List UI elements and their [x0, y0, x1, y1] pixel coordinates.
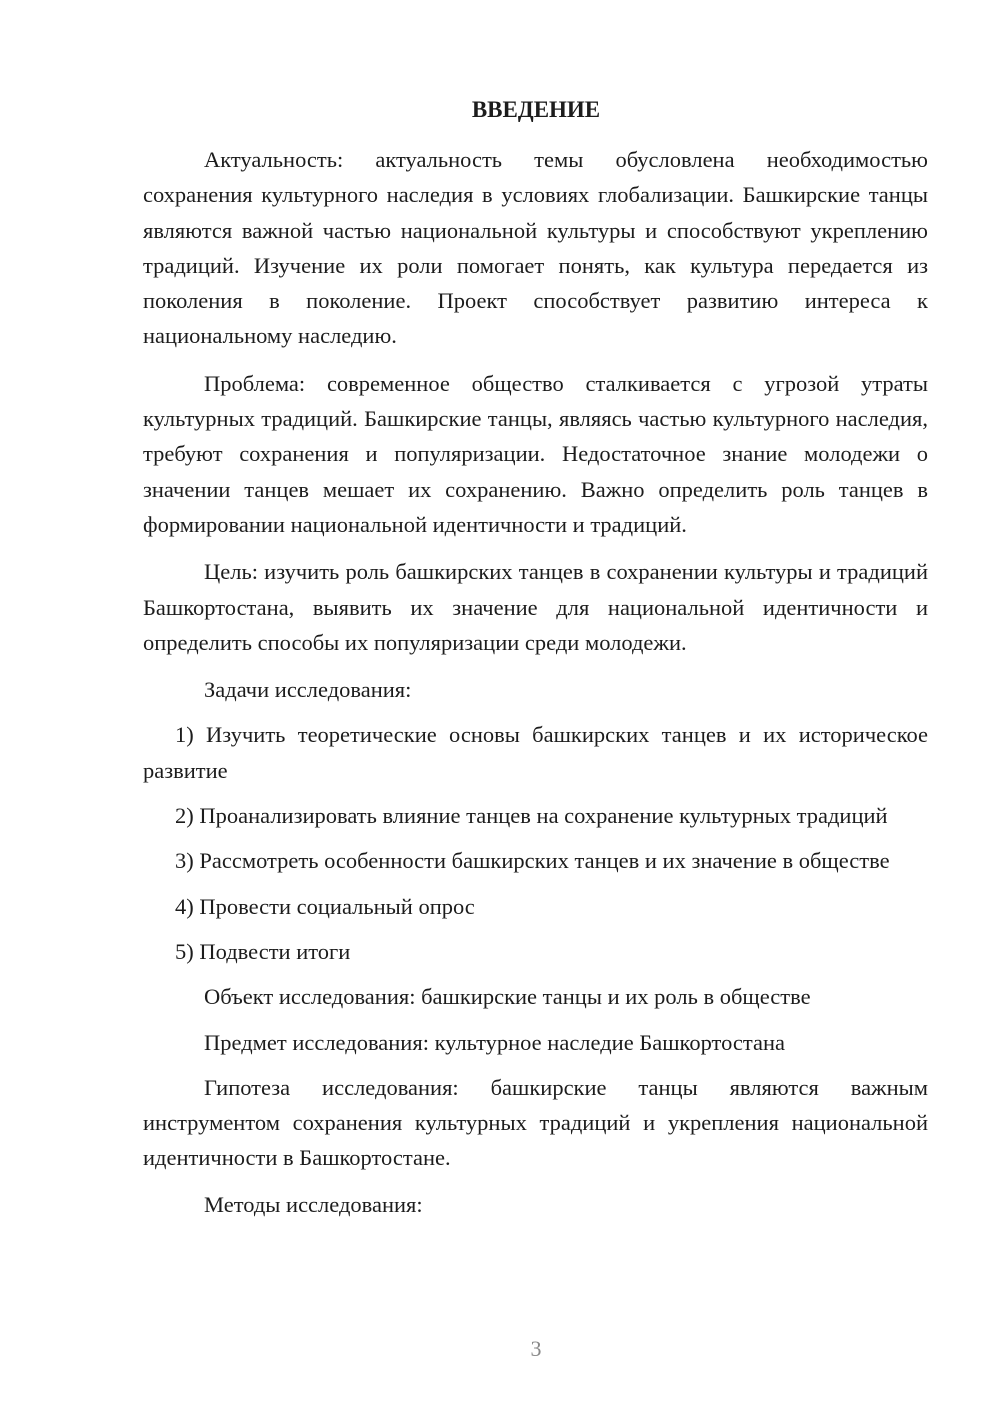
tasks-heading: Задачи исследования: [204, 677, 412, 703]
problem-paragraph: Проблема: современное общество сталкивается с угрозой утраты культурных традиций. Башкирские танцы, являясь частью культурного наследия, требуют сохранения и популяризации. Недостаточное знание молодежи о значении танцев мешает их сохранению. Важно определить роль танцев в формировании национальной идентичности и традиций. [143, 370, 928, 537]
task-item: 4) Провести социальный опрос [175, 893, 475, 919]
subject-paragraph: Предмет исследования: культурное наследие Башкортостана [204, 1029, 786, 1055]
task-item: 2) Проанализировать влияние танцев на сохранение культурных традиций [175, 803, 888, 829]
task-item: 3) Рассмотреть особенности башкирских танцев и их значение в обществе [175, 848, 890, 874]
object-paragraph: Объект исследования: башкирские танцы и их роль в обществе [204, 984, 811, 1010]
hypothesis-paragraph: Гипотеза исследования: башкирские танцы являются важным инструментом сохранения культурных традиций и укрепления национальной идентичности в Башкортостане. [143, 1074, 928, 1171]
document-body [143, 142, 928, 1222]
relevance-paragraph: Актуальность: актуальность темы обусловлена необходимостью сохранения культурного наследия в условиях глобализации. Башкирские танцы являются важной частью национальной культуры и способствуют укреплению традиций. Изучение их роли помогает понять, как культура передается из поколения в поколение. Проект способствует развитию интереса к национальному наследию. [143, 147, 928, 349]
goal-paragraph: Цель: изучить роль башкирских танцев в сохранении культуры и традиций Башкортостана, выявить их значение для национальной идентичности и определить способы их популяризации среди молодежи. [143, 559, 928, 655]
task-item: 1) Изучить теоретические основы башкирских танцев и их историческое развитие [143, 722, 928, 783]
task-item: 5) Подвести итоги [175, 938, 351, 964]
methods-heading: Методы исследования: [204, 1191, 423, 1217]
page-title: ВВЕДЕНИЕ [471, 97, 601, 122]
page-number: 3 [530, 1336, 542, 1361]
